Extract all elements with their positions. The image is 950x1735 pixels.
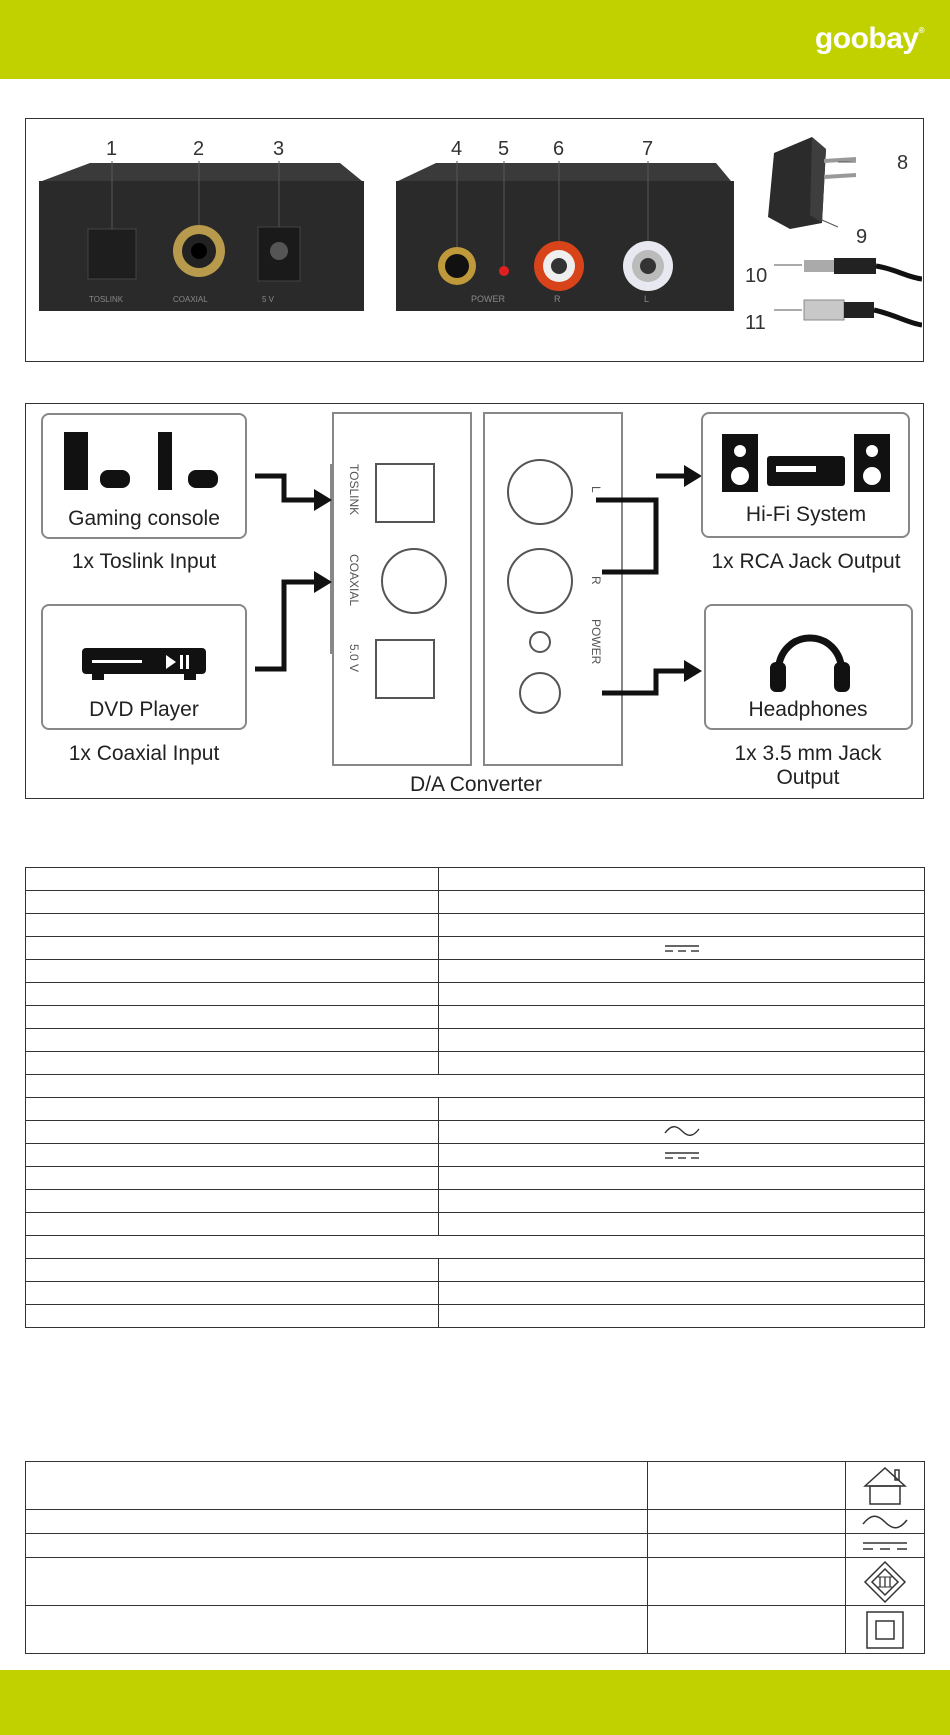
symbol-row	[26, 1558, 925, 1606]
label-power: POWER	[589, 619, 603, 665]
spec-table-row	[26, 1213, 925, 1236]
power-led	[499, 266, 509, 276]
specification-table	[25, 867, 925, 1328]
spec-table-row	[26, 1098, 925, 1121]
symbol-description-cell	[26, 1558, 648, 1606]
diagram-headphone-jack	[520, 673, 560, 713]
symbol-icon-cell	[846, 1558, 925, 1606]
spec-label-cell	[26, 1167, 439, 1190]
diagram-toslink-port	[376, 464, 434, 522]
spec-table-row	[26, 891, 925, 914]
spec-value-cell	[439, 868, 925, 891]
label-toslink: TOSLINK	[347, 464, 361, 516]
jack-output-caption-line2: Output	[776, 766, 840, 789]
spec-label-cell	[26, 960, 439, 983]
spec-value-cell	[439, 914, 925, 937]
spec-value-cell	[439, 1259, 925, 1282]
spec-label-cell	[26, 1029, 439, 1052]
symbol-row	[26, 1606, 925, 1654]
symbols-table	[25, 1461, 925, 1654]
symbol-description-cell	[26, 1606, 648, 1654]
spec-label-cell	[26, 937, 439, 960]
callout-2: 2	[193, 138, 205, 160]
dc-plug	[804, 260, 834, 272]
spec-table-row	[26, 1121, 925, 1144]
callout-10: 10	[745, 265, 768, 287]
spec-label-cell	[26, 1052, 439, 1075]
port-label-power: POWER	[471, 294, 506, 304]
port-label-toslink: TOSLINK	[89, 295, 124, 304]
symbol-icon-cell	[846, 1534, 925, 1558]
spec-value-cell	[439, 1052, 925, 1075]
symbol-value-cell	[648, 1510, 846, 1534]
diagram-rca-left	[508, 460, 572, 524]
symbol-value-cell	[648, 1534, 846, 1558]
toslink-input-caption: 1x Toslink Input	[71, 550, 217, 573]
headphones-label: Headphones	[748, 698, 868, 721]
spec-label-cell	[26, 868, 439, 891]
spec-table-row	[26, 1259, 925, 1282]
spec-value-cell	[439, 891, 925, 914]
connection-diagram-panel	[25, 403, 924, 799]
spec-table-row	[26, 1075, 925, 1098]
callout-5: 5	[498, 138, 510, 160]
spec-label-cell	[26, 1006, 439, 1029]
spec-value-cell	[439, 1167, 925, 1190]
label-coaxial: COAXIAL	[347, 554, 361, 607]
symbol-row	[26, 1510, 925, 1534]
alternating-current-icon	[861, 1513, 909, 1531]
symbol-description-cell	[26, 1510, 648, 1534]
label-5v: 5.0 V	[347, 644, 361, 673]
dvd-player-label: DVD Player	[89, 698, 199, 721]
spec-label-cell	[26, 1213, 439, 1236]
unit-top-left	[42, 163, 362, 181]
toslink-port	[88, 229, 136, 279]
label-right: R	[589, 576, 603, 585]
rca-output-caption: 1x RCA Jack Output	[711, 550, 901, 573]
gaming-console-label: Gaming console	[68, 507, 220, 530]
spec-label-cell	[26, 891, 439, 914]
spec-label-cell	[26, 983, 439, 1006]
spec-label-cell	[26, 1259, 439, 1282]
spec-table-row	[26, 1305, 925, 1328]
spec-table-row	[26, 937, 925, 960]
diagram-rca-right	[508, 549, 572, 613]
spec-value-cell	[439, 1144, 925, 1167]
spec-value-cell	[439, 1029, 925, 1052]
spec-value-cell	[439, 1121, 925, 1144]
converter-label: D/A Converter	[410, 773, 542, 796]
spec-label-cell	[26, 1098, 439, 1121]
symbol-value-cell	[648, 1606, 846, 1654]
unit-top-right	[398, 163, 731, 181]
label-left: L	[589, 486, 603, 493]
spec-section-cell	[26, 1236, 925, 1259]
symbol-description-cell	[26, 1462, 648, 1510]
spec-label-cell	[26, 1144, 439, 1167]
callout-9: 9	[856, 226, 868, 248]
spec-table-row	[26, 868, 925, 891]
symbol-icon-cell	[846, 1510, 925, 1534]
spec-label-cell	[26, 1282, 439, 1305]
spec-table-row	[26, 1236, 925, 1259]
spec-table-row	[26, 1190, 925, 1213]
spec-value-cell	[439, 960, 925, 983]
coaxial-input-caption: 1x Coaxial Input	[68, 742, 220, 765]
direct-current-icon	[861, 1539, 909, 1553]
spec-value-cell	[439, 1098, 925, 1121]
symbol-row	[26, 1462, 925, 1510]
callout-11: 11	[745, 312, 766, 334]
spec-table-row	[26, 1052, 925, 1075]
symbol-description-cell	[26, 1534, 648, 1558]
diagram-power-port	[376, 640, 434, 698]
spec-table-row	[26, 1029, 925, 1052]
spec-table-row	[26, 960, 925, 983]
port-label-coaxial: COAXIAL	[173, 295, 208, 304]
spec-value-cell	[439, 1213, 925, 1236]
callout-1: 1	[106, 138, 118, 160]
symbol-value-cell	[648, 1558, 846, 1606]
callout-6: 6	[553, 138, 565, 160]
product-photo	[26, 119, 922, 360]
protection-class-iii-icon	[863, 1560, 907, 1604]
callout-3: 3	[273, 138, 285, 160]
header-bar	[0, 0, 950, 79]
hifi-system-label: Hi-Fi System	[745, 503, 867, 526]
goobay-logo	[815, 22, 924, 56]
port-label-left: L	[644, 294, 650, 304]
symbol-icon-cell	[846, 1462, 925, 1510]
symbol-icon-cell	[846, 1606, 925, 1654]
spec-value-cell	[439, 937, 925, 960]
spec-label-cell	[26, 1305, 439, 1328]
diagram-coaxial-port	[382, 549, 446, 613]
direct-current-icon	[664, 943, 700, 953]
spec-table-row	[26, 1144, 925, 1167]
spec-table-row	[26, 1006, 925, 1029]
port-label-right: R	[554, 294, 561, 304]
spec-value-cell	[439, 1305, 925, 1328]
footer-bar	[0, 1670, 950, 1735]
spec-table-row	[26, 914, 925, 937]
spec-table-row	[26, 983, 925, 1006]
spec-label-cell	[26, 914, 439, 937]
callout-7: 7	[642, 138, 654, 160]
direct-current-icon	[664, 1150, 700, 1160]
indoor-use-house-icon	[861, 1464, 909, 1508]
spec-label-cell	[26, 1121, 439, 1144]
spec-table-row	[26, 1167, 925, 1190]
protection-class-ii-icon	[865, 1610, 905, 1650]
connection-diagram	[26, 404, 922, 797]
spec-value-cell	[439, 1190, 925, 1213]
port-label-power-in: 5 V	[262, 295, 275, 304]
usb-plug	[804, 300, 844, 320]
diagram-power-led	[530, 632, 550, 652]
spec-section-cell	[26, 1075, 925, 1098]
jack-output-caption-line1: 1x 3.5 mm Jack	[734, 742, 882, 765]
spec-value-cell	[439, 1282, 925, 1305]
logo-registered-mark: ®	[918, 26, 924, 35]
spec-value-cell	[439, 983, 925, 1006]
product-photo-panel	[25, 118, 924, 362]
symbol-row	[26, 1534, 925, 1558]
logo-text: goobay	[814, 22, 919, 55]
spec-label-cell	[26, 1190, 439, 1213]
symbol-value-cell	[648, 1462, 846, 1510]
alternating-current-icon	[664, 1124, 700, 1138]
spec-value-cell	[439, 1006, 925, 1029]
callout-4: 4	[451, 138, 463, 160]
spec-table-row	[26, 1282, 925, 1305]
callout-8: 8	[897, 152, 909, 174]
